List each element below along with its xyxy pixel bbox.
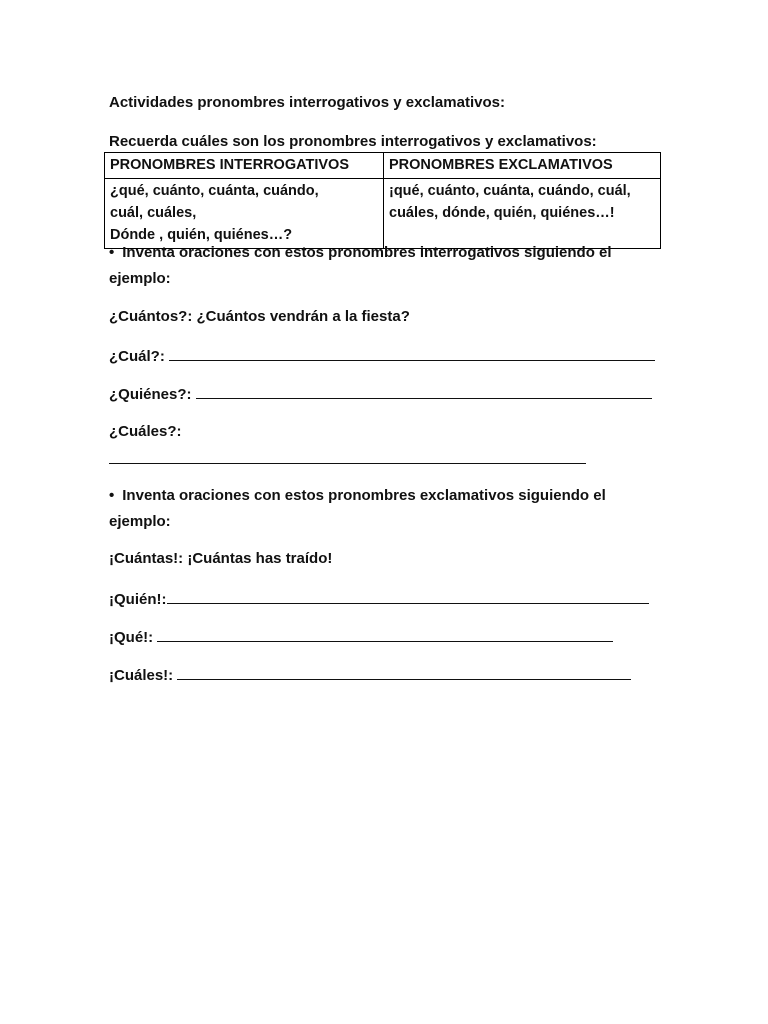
answer-blank[interactable] xyxy=(109,449,586,464)
intro-text: Recuerda cuáles son los pronombres interrogativos y exclamativos: xyxy=(109,133,597,150)
prompt-label: ¡Quién!: xyxy=(109,591,167,608)
answer-row-cuales-line xyxy=(109,449,586,468)
table-header-row xyxy=(105,153,661,179)
bullet-icon: • xyxy=(109,244,115,261)
header-exclamativos: PRONOMBRES EXCLAMATIVOS xyxy=(384,153,661,179)
interrogativos-line: Dónde , quién, quiénes…? xyxy=(110,227,293,243)
answer-blank[interactable] xyxy=(167,589,649,604)
cell-interrogativos xyxy=(105,179,384,249)
instruction-text: Inventa oraciones con estos pronombres interrogativos siguiendo el ejemplo: xyxy=(109,244,612,287)
answer-blank-tail[interactable] xyxy=(563,665,631,680)
example-interrogativo: ¿Cuántos?: ¿Cuántos vendrán a la fiesta? xyxy=(109,308,410,325)
header-interrogativos: PRONOMBRES INTERROGATIVOS xyxy=(105,153,384,179)
answer-blank[interactable] xyxy=(157,627,613,642)
prompt-label: ¿Cuál?: xyxy=(109,348,165,365)
answer-blank[interactable] xyxy=(177,665,563,680)
prompt-label: ¡Cuáles!: xyxy=(109,667,174,684)
instruction-text: Inventa oraciones con estos pronombres exclamativos siguiendo el ejemplo: xyxy=(109,487,606,530)
prompt-label: ¡Qué!: xyxy=(109,629,154,646)
answer-blank[interactable] xyxy=(169,346,655,361)
pronouns-table xyxy=(104,152,661,249)
interrogativos-line: ¿qué, cuánto, cuánta, cuándo, xyxy=(110,183,319,199)
answer-row-cuales xyxy=(109,423,182,440)
exclamativos-line: cuáles, dónde, quién, quiénes…! xyxy=(389,205,615,221)
worksheet-title: Actividades pronombres interrogativos y exclamativos: xyxy=(109,94,505,111)
instruction-exclamativos xyxy=(109,483,669,535)
bullet-icon: • xyxy=(109,487,115,504)
answer-row-quienes xyxy=(109,384,652,403)
interrogativos-line: cuál, cuáles, xyxy=(110,205,197,221)
answer-row-cuales-excl xyxy=(109,665,631,684)
answer-blank[interactable] xyxy=(196,384,652,399)
instruction-interrogativos xyxy=(109,240,669,292)
table-row xyxy=(105,179,661,249)
exclamativos-line: ¡qué, cuánto, cuánta, cuándo, cuál, xyxy=(389,183,631,199)
cell-exclamativos xyxy=(384,179,661,249)
answer-row-que xyxy=(109,627,613,646)
answer-row-cual xyxy=(109,346,655,365)
prompt-label: ¿Quiénes?: xyxy=(109,386,192,403)
answer-row-quien xyxy=(109,589,649,608)
prompt-label: ¿Cuáles?: xyxy=(109,423,182,440)
example-exclamativo: ¡Cuántas!: ¡Cuántas has traído! xyxy=(109,550,333,567)
